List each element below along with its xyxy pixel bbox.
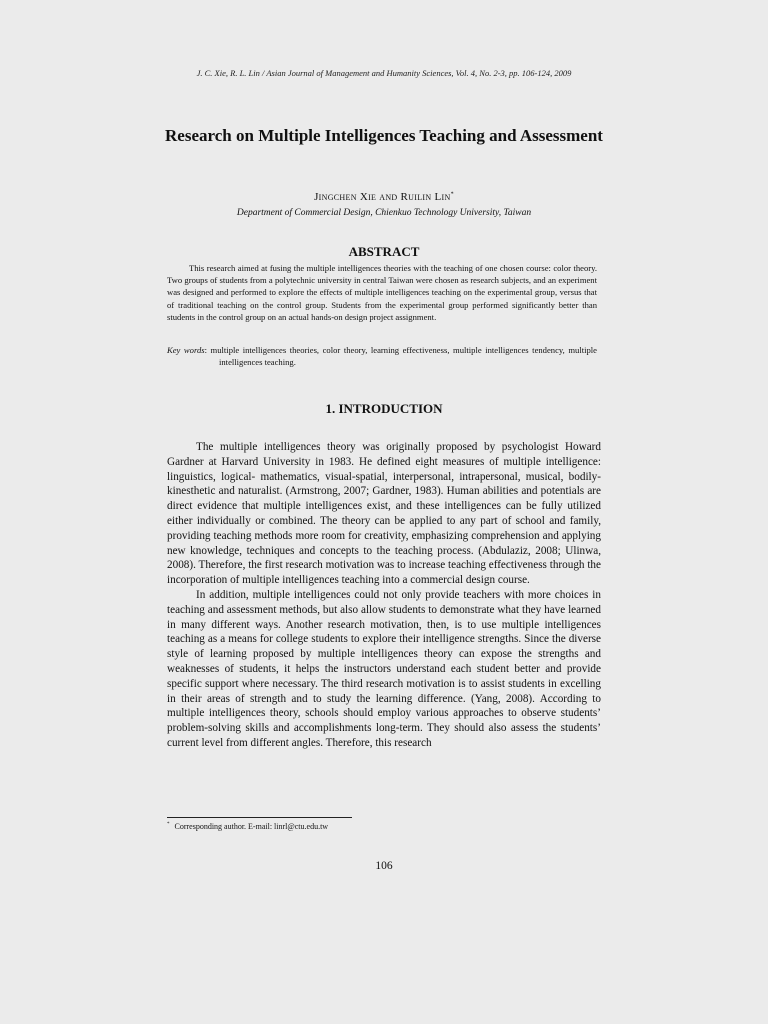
footnote xyxy=(167,822,328,831)
page-number: 106 xyxy=(375,860,393,872)
keywords-text: : multiple intelligences theories, color theory, learning effectiveness, multiple intelligences tendency, multiple intelligences teaching. xyxy=(204,345,597,368)
section-heading-introduction: 1. INTRODUCTION xyxy=(325,401,443,416)
footnote-divider xyxy=(167,817,352,818)
author-names: Jingchen Xie and Ruilin Lin xyxy=(314,191,451,203)
author-line xyxy=(0,191,768,203)
paragraph: In addition, multiple intelligences could not only provide teachers with more choices in teaching and assessment methods, but also allow students to demonstrate what they have learned in many different ways. Another research motivation, then, is to use multiple intelligences teaching as a means for college students to explore their intelligence strengths. Since the diverse style of learning proposed by multiple intelligences theory can expose the strengths and weaknesses of students, it helps the instructors understand each student better and provide specific support where necessary. The third research motivation is to assist students in excelling in their areas of strength and to study the learning difference. (Yang, 2008). According to multiple intelligences theory, schools should employ various approaches to observe students’ problem-solving skills and accomplishments long-term. They should also assess the students’ current level from different angles. Therefore, this research xyxy=(167,588,601,749)
keywords xyxy=(167,344,597,368)
abstract-heading: ABSTRACT xyxy=(348,244,420,259)
abstract-body: This research aimed at fusing the multiple intelligences theories with the teaching of one chosen course: color theory. Two groups of students from a polytechnic university in central Taiwan were chosen as research subjects, and an experiment was designed and performed to explore the effects of multiple intelligences teaching on the experimental group, versus that of traditional teaching on the control group. Students from the experimental group performed significantly better than students in the control group on an actual hands-on design project assignment. xyxy=(167,263,597,322)
keywords-label: Key words xyxy=(167,345,205,355)
footnote-text: Corresponding author. E-mail: linrl@ctu.edu.tw xyxy=(174,822,329,831)
footnote-mark: * xyxy=(167,822,170,828)
running-header: J. C. Xie, R. L. Lin / Asian Journal of Management and Humanity Sciences, Vol. 4, No. 2-3, pp. 106-124, 2009 xyxy=(196,68,572,78)
author-footnote-mark: * xyxy=(450,191,454,198)
affiliation: Department of Commercial Design, Chienkuo Technology University, Taiwan xyxy=(236,208,532,218)
paper-title: Research on Multiple Intelligences Teaching and Assessment xyxy=(165,126,603,145)
introduction-body xyxy=(167,440,601,751)
paragraph: The multiple intelligences theory was originally proposed by psychologist Howard Gardner at Harvard University in 1983. He defined eight measures of multiple intelligence: linguistics, logical- mathematics, visual-spatial, interpersonal, intrapersonal, musical, bodily-kinesthetic and naturalist. (Armstrong, 2007; Gardner, 1983). Human abilities and potentials are direct evidence that multiple intelligences exist, and these intelligences can be fully utilized either individually or combined. The theory can be applied to any part of school and family, providing teaching methods more room for creativity, emphasizing comprehension and applying new knowledge, techniques and concepts to the teaching process. (Abdulaziz, 2008; Ulinwa, 2008). Therefore, the first research motivation was to increase teaching effectiveness through the incorporation of multiple intelligences teaching into a commercial design course. xyxy=(167,441,601,587)
